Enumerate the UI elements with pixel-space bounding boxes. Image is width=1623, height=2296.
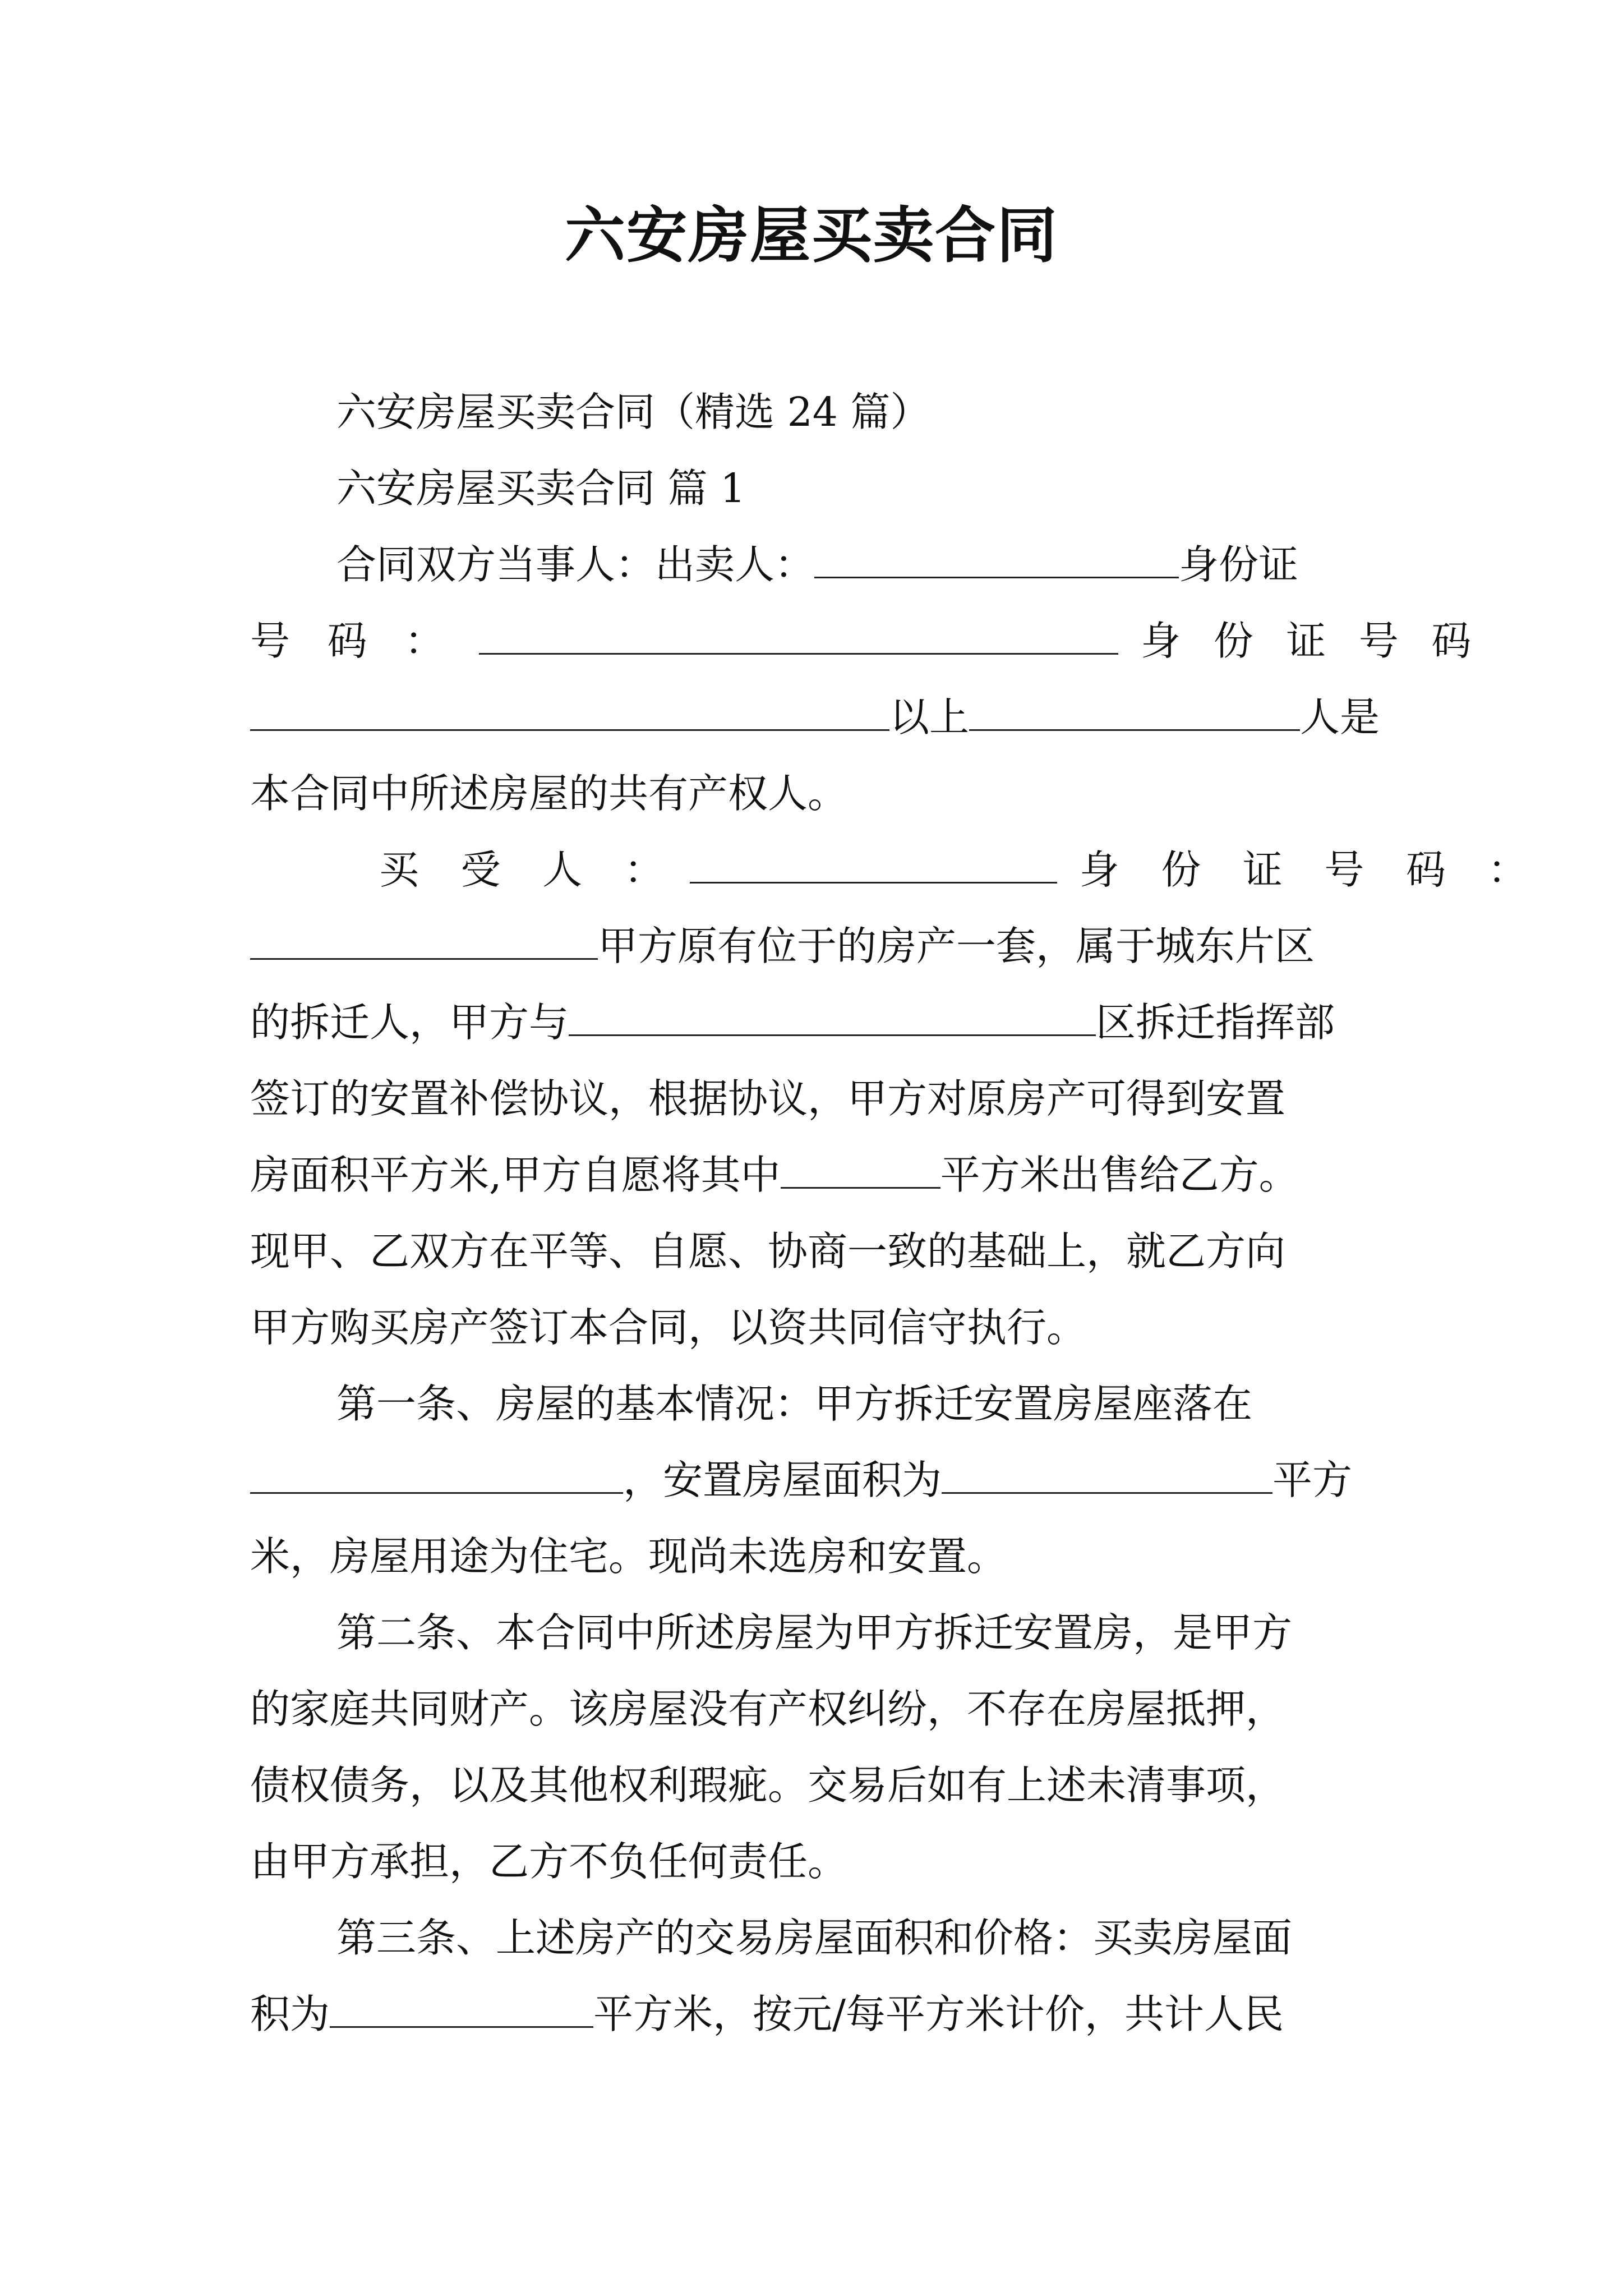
text-line [250, 1531, 1389, 1582]
text-segment: 平方米出售给乙方。 [940, 1152, 1299, 1198]
text-line [336, 540, 1389, 590]
text-segment: 六安房屋买卖合同（精选 24 篇） [336, 389, 930, 435]
text-segment: 人是 [1300, 694, 1380, 740]
location-blank [250, 1457, 623, 1494]
text-segment: 甲方原有位于的房产一套，属于城东片区 [598, 923, 1315, 969]
section-heading [336, 463, 1389, 514]
text-segment: 六安房屋买卖合同 篇 1 [336, 465, 746, 512]
text-segment: 身份证 [1179, 541, 1299, 588]
buyer-id-blank [250, 923, 598, 960]
text-segment: 合同双方当事人：出卖人： [336, 541, 815, 588]
clause-heading-1 [336, 1379, 1389, 1429]
text-segment: 米，房屋用途为住宅。现尚未选房和安置。 [250, 1533, 1007, 1580]
trade-area-blank [330, 1991, 593, 2028]
clause-heading-3 [336, 1913, 1389, 1963]
buyer-name-blank [690, 847, 1057, 884]
text-segment: 身 份 证 号 码 [1141, 618, 1482, 664]
text-line [250, 616, 1482, 666]
text-line [250, 1989, 1389, 2040]
clause-heading-2 [336, 1608, 1389, 1658]
text-segment: ，安置房屋面积为 [623, 1457, 942, 1503]
co-owner-blank [969, 694, 1300, 731]
text-segment: 的拆迁人，甲方与 [250, 999, 569, 1046]
text-line [250, 1074, 1389, 1124]
text-line [250, 921, 1389, 972]
text-segment: 第二条、本合同中所述房屋为甲方拆迁安置房，是甲方 [336, 1609, 1293, 1656]
district-blank [569, 1000, 1096, 1036]
text-segment: 以上 [889, 694, 970, 740]
text-line [250, 1226, 1389, 1277]
subtitle-line [336, 387, 1389, 438]
text-segment: 身 份 证 号 码 ： [1079, 846, 1542, 893]
text-line [250, 1455, 1389, 1506]
document-title: 六安房屋买卖合同 [564, 200, 1058, 271]
text-line [250, 1684, 1389, 1734]
text-segment: 第三条、上述房产的交易房屋面积和价格：买卖房屋面 [336, 1915, 1293, 1961]
text-segment: 现甲、乙双方在平等、自愿、协商一致的基础上，就乙方向 [250, 1228, 1286, 1274]
sale-area-blank [781, 1152, 940, 1189]
text-segment: 平方米，按元/每平方米计价，共计人民 [593, 1991, 1284, 2037]
text-segment: 号 码 ： [250, 618, 457, 664]
text-line [250, 1837, 1389, 1887]
text-line [250, 1303, 1389, 1353]
text-line [250, 1150, 1389, 1200]
text-line [379, 845, 1542, 895]
text-segment: 甲方购买房产签订本合同，以资共同信守执行。 [250, 1304, 1087, 1351]
text-segment: 房面积平方米,甲方自愿将其中 [250, 1152, 781, 1198]
resettlement-area-blank [942, 1457, 1272, 1494]
text-segment: 的家庭共同财产。该房屋没有产权纠纷，不存在房屋抵押， [250, 1686, 1286, 1732]
text-line [250, 692, 1389, 743]
text-segment: 平方 [1272, 1457, 1353, 1503]
text-segment: 签订的安置补偿协议，根据协议，甲方对原房产可得到安置 [250, 1075, 1286, 1122]
text-line [250, 769, 1389, 819]
text-segment: 第一条、房屋的基本情况：甲方拆迁安置房屋座落在 [336, 1381, 1253, 1427]
seller-id-blank [479, 618, 1118, 655]
text-line [250, 997, 1389, 1048]
text-segment: 买 受 人 ： [379, 846, 679, 893]
seller-name-blank [814, 542, 1179, 578]
text-segment: 积为 [250, 1991, 330, 2037]
text-line [250, 1760, 1389, 1811]
text-segment: 债权债务，以及其他权利瑕疵。交易后如有上述未清事项， [250, 1762, 1286, 1809]
text-segment: 本合同中所述房屋的共有产权人。 [250, 770, 848, 817]
text-segment: 由甲方承担，乙方不负任何责任。 [250, 1838, 848, 1885]
co-owner-id-blank [250, 694, 889, 731]
text-segment: 区拆迁指挥部 [1096, 999, 1335, 1046]
